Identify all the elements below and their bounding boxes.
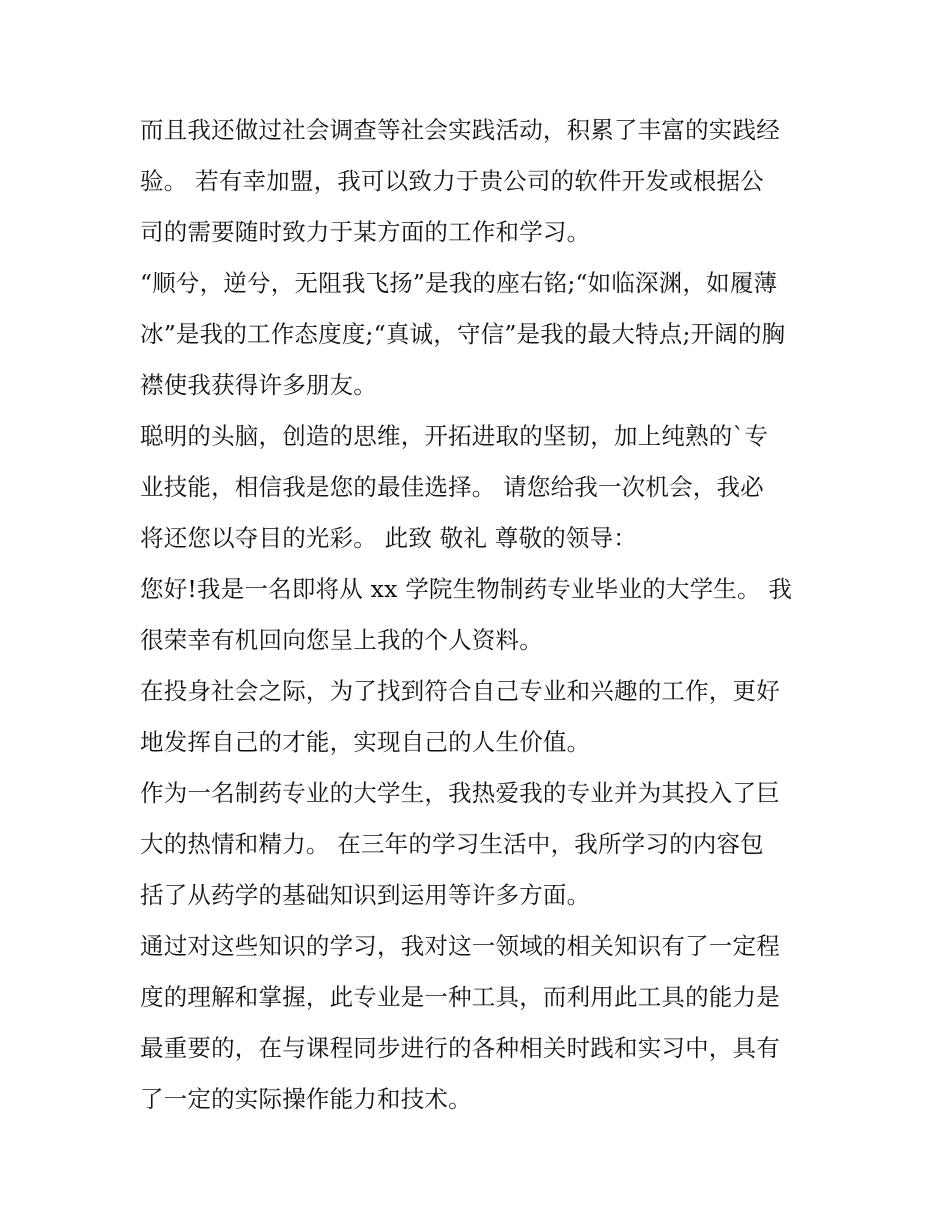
text-line: “顺兮，逆兮，无阻我飞扬”是我的座右铭;“如临深渊，如履薄 bbox=[140, 269, 778, 297]
text-line: 聪明的头脑，创造的思维，开拓进取的坚韧，加上纯熟的`专 bbox=[140, 422, 769, 450]
text-line: 最重要的，在与课程同步进行的各种相关时践和实习中，具有 bbox=[140, 1034, 780, 1062]
text-line: 您好!我是一名即将从 xx 学院生物制药专业毕业的大学生。 我 bbox=[140, 575, 793, 603]
paragraph-greeting bbox=[140, 564, 820, 666]
paragraph-motto bbox=[140, 258, 820, 411]
paragraph-motivation bbox=[140, 666, 820, 768]
text-line: 作为一名制药专业的大学生，我热爱我的专业并为其投入了巨 bbox=[140, 779, 780, 807]
text-line: 将还您以夺目的光彩。 此致 敬礼 尊敬的领导： bbox=[140, 524, 638, 552]
paragraph-closing bbox=[140, 411, 820, 564]
text-line: 验。 若有幸加盟，我可以致力于贵公司的软件开发或根据公 bbox=[140, 167, 764, 195]
text-line: 了一定的实际操作能力和技术。 bbox=[140, 1085, 472, 1113]
text-line: 度的理解和掌握，此专业是一种工具，而利用此工具的能力是 bbox=[140, 983, 780, 1011]
text-line: 业技能，相信我是您的最佳选择。 请您给我一次机会，我必 bbox=[140, 473, 764, 501]
text-line: 司的需要随时致力于某方面的工作和学习。 bbox=[140, 218, 591, 246]
text-line: 地发挥自己的才能，实现自己的人生价值。 bbox=[140, 728, 591, 756]
paragraph-experience bbox=[140, 105, 820, 258]
text-line: 冰”是我的工作态度度;“真诚，守信”是我的最大特点;开阔的胸 bbox=[140, 320, 786, 348]
text-line: 而且我还做过社会调查等社会实践活动，积累了丰富的实践经 bbox=[140, 116, 780, 144]
paragraph-skills bbox=[140, 921, 820, 1125]
text-line: 通过对这些知识的学习，我对这一领域的相关知识有了一定程 bbox=[140, 932, 780, 960]
text-line: 襟使我获得许多朋友。 bbox=[140, 371, 377, 399]
text-line: 在投身社会之际，为了找到符合自己专业和兴趣的工作，更好 bbox=[140, 677, 780, 705]
text-line: 括了从药学的基础知识到运用等许多方面。 bbox=[140, 881, 591, 909]
text-line: 大的热情和精力。 在三年的学习生活中，我所学习的内容包 bbox=[140, 830, 764, 858]
document-body bbox=[140, 105, 820, 1125]
paragraph-study bbox=[140, 768, 820, 921]
text-line: 很荣幸有机回向您呈上我的个人资料。 bbox=[140, 626, 543, 654]
